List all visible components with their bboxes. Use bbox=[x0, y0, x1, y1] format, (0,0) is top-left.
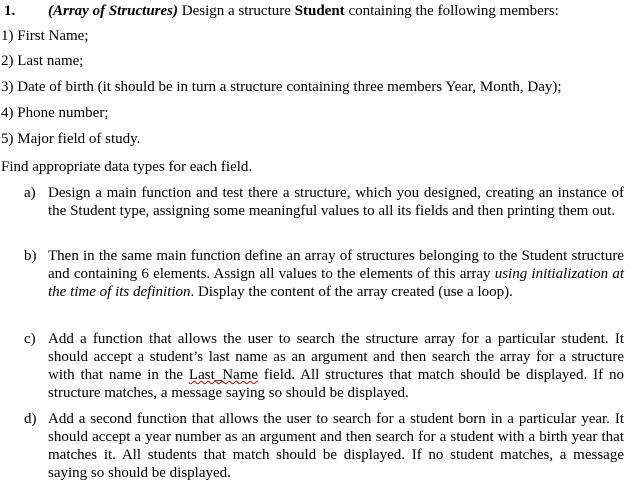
task-b-text-before: Then in the same main function define an array of structures belonging to the Student structure and containing 6 elements. Assign all values to the elements of this array bbox=[48, 248, 624, 282]
task-c bbox=[24, 330, 624, 402]
problem-title: (Array of Structures) bbox=[48, 3, 179, 19]
problem-header bbox=[4, 2, 559, 20]
last-name-field-name: Last_Name bbox=[188, 367, 259, 383]
problem-number: 1. bbox=[4, 3, 16, 19]
task-b-text bbox=[48, 247, 624, 301]
find-data-types-note: Find appropriate data types for each field. bbox=[1, 159, 253, 175]
task-b-text-after: . Display the content of the array created (use a loop). bbox=[190, 284, 513, 300]
task-d-text: Add a second function that allows the user to search for a student born in a particular year. It should accept a year number as an argument and then search for a student with a birth year that matches it. All students that match should be displayed. If no student matches, a message saying so should be displayed. bbox=[48, 411, 624, 481]
task-b-label: b) bbox=[24, 248, 37, 264]
problem-intro-before: Design a structure bbox=[178, 3, 295, 19]
member-item-first-name: 1) First Name; bbox=[1, 28, 89, 44]
member-item-last-name: 2) Last name; bbox=[1, 53, 84, 69]
task-c-text-before: Add a function that allows the user to search the structure array for a particular student. It should accept a student’s last name as an argument and then search the array for a structure with that name in the bbox=[48, 331, 624, 383]
problem-intro-after: containing the following members: bbox=[344, 3, 559, 19]
task-c-text bbox=[48, 330, 624, 402]
task-c-text-after: field. All structures that match should be displayed. If no structure matches, a message saying so should be displayed. bbox=[48, 367, 624, 401]
member-item-major: 5) Major field of study. bbox=[1, 131, 141, 147]
task-b bbox=[24, 247, 624, 301]
task-d bbox=[24, 410, 624, 482]
task-c-label: c) bbox=[24, 331, 36, 347]
task-a bbox=[24, 184, 624, 220]
task-a-text: Design a main function and test there a structure, which you designed, creating an instance of the Student type, assigning some meaningful values to all its fields and then printing them out. bbox=[48, 185, 624, 219]
struct-name: Student bbox=[294, 3, 345, 19]
task-d-label: d) bbox=[24, 411, 37, 427]
task-b-text-italic: using initialization at the time of its definition bbox=[48, 266, 624, 300]
member-item-date-of-birth: 3) Date of birth (it should be in turn a structure containing three members Year, Month, Day); bbox=[1, 79, 562, 95]
task-a-label: a) bbox=[24, 185, 36, 201]
member-item-phone: 4) Phone number; bbox=[1, 105, 109, 121]
